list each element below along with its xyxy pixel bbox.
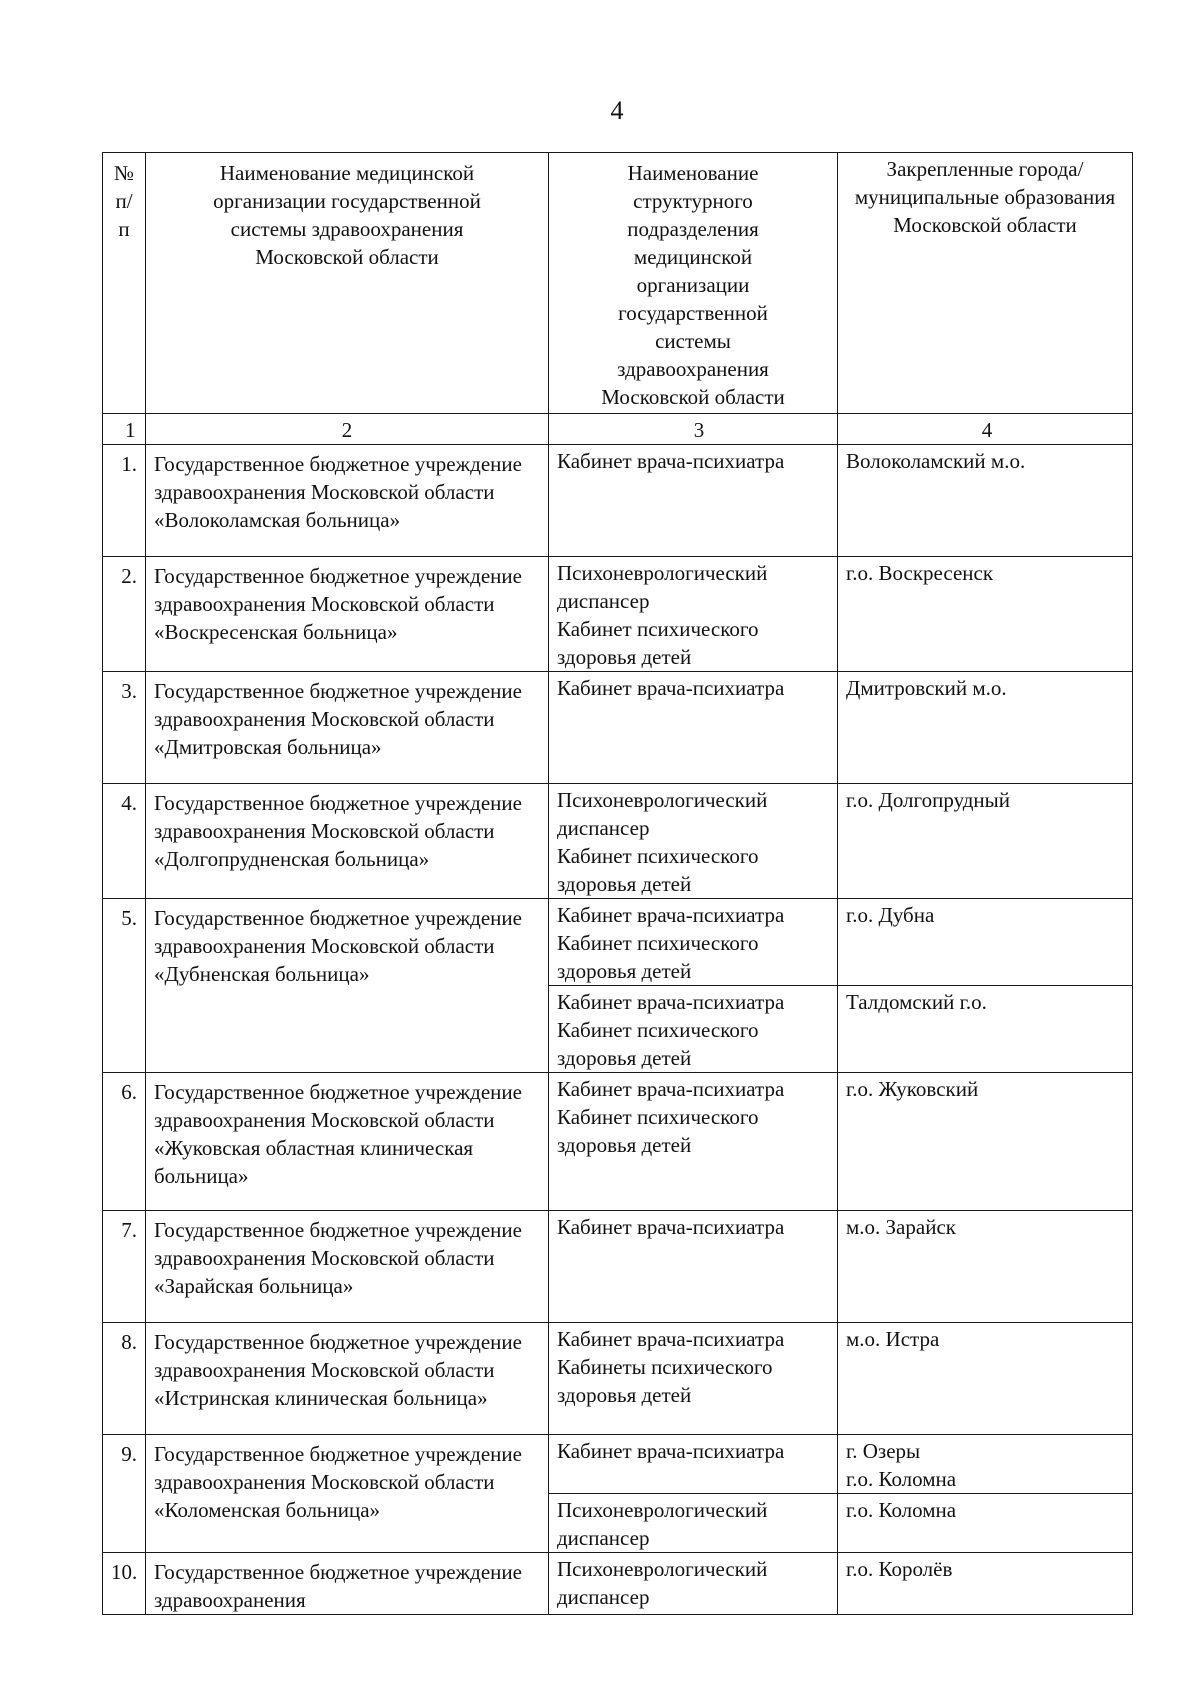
- assigned-area: Волоколамский м.о.: [838, 445, 1133, 557]
- row-number: 4.: [103, 784, 146, 899]
- assigned-area: г.о. Воскресенск: [838, 557, 1133, 672]
- column-number-row: [103, 414, 1133, 445]
- header-structural-unit: Наименование структурного подразделения медицинской организации государственной системы здравоохранения Московской области: [549, 153, 838, 414]
- organization-name: Государственное бюджетное учреждение здравоохранения Московской области «Долгопрудненская больница»: [146, 784, 549, 899]
- structural-unit: Кабинет врача-психиатра Кабинет психического здоровья детей: [549, 986, 838, 1073]
- structural-unit: Психоневрологический диспансер: [549, 1494, 838, 1553]
- row-number: 1.: [103, 445, 146, 557]
- row-number: 2.: [103, 557, 146, 672]
- table-row: [103, 1323, 1133, 1435]
- row-number: 3.: [103, 672, 146, 784]
- structural-unit: Психоневрологический диспансер: [549, 1553, 838, 1615]
- structural-unit: Кабинет врача-психиатра Кабинет психического здоровья детей: [549, 1073, 838, 1211]
- row-number: 5.: [103, 899, 146, 1073]
- organization-name: Государственное бюджетное учреждение здравоохранения Московской области «Жуковская областная клиническая больница»: [146, 1073, 549, 1211]
- header-num-symbol: №: [113, 161, 135, 185]
- table-row: [103, 445, 1133, 557]
- row-number: 6.: [103, 1073, 146, 1211]
- assigned-area: Талдомский г.о.: [838, 986, 1133, 1073]
- table-row: [103, 784, 1133, 899]
- structural-unit: Кабинет врача-психиатра: [549, 672, 838, 784]
- structural-unit: Кабинет врача-психиатра Кабинеты психического здоровья детей: [549, 1323, 838, 1435]
- assigned-area: м.о. Зарайск: [838, 1211, 1133, 1323]
- assigned-area: г.о. Дубна: [838, 899, 1133, 986]
- header-assigned-areas: Закрепленные города/муниципальные образования Московской области: [838, 153, 1133, 414]
- header-organization: Наименование медицинской организации государственной системы здравоохранения Московской области: [146, 153, 549, 414]
- structural-unit: Кабинет врача-психиатра: [549, 1435, 838, 1494]
- table-row: [103, 1073, 1133, 1211]
- table-row: [103, 899, 1133, 986]
- organization-name: Государственное бюджетное учреждение здравоохранения Московской области «Коломенская больница»: [146, 1435, 549, 1553]
- column-number: 4: [838, 414, 1133, 445]
- table-body: [103, 445, 1133, 1615]
- structural-unit: Кабинет врача-психиатра: [549, 445, 838, 557]
- row-number: 9.: [103, 1435, 146, 1553]
- assigned-area: Дмитровский м.о.: [838, 672, 1133, 784]
- structural-unit: Кабинет врача-психиатра: [549, 1211, 838, 1323]
- organization-name: Государственное бюджетное учреждение здравоохранения Московской области «Волоколамская больница»: [146, 445, 549, 557]
- row-number: 7.: [103, 1211, 146, 1323]
- assigned-area: г.о. Коломна: [838, 1494, 1133, 1553]
- table-row: [103, 1435, 1133, 1494]
- structural-unit: Психоневрологический диспансер Кабинет психического здоровья детей: [549, 784, 838, 899]
- column-number: 1: [103, 414, 146, 445]
- assigned-area: г. Озеры г.о. Коломна: [838, 1435, 1133, 1494]
- column-number: 3: [549, 414, 838, 445]
- organization-name: Государственное бюджетное учреждение здравоохранения: [146, 1553, 549, 1615]
- organization-name: Государственное бюджетное учреждение здравоохранения Московской области «Дмитровская больница»: [146, 672, 549, 784]
- assigned-area: м.о. Истра: [838, 1323, 1133, 1435]
- table-row: [103, 1553, 1133, 1615]
- structural-unit: Кабинет врача-психиатра Кабинет психического здоровья детей: [549, 899, 838, 986]
- header-num-abbr: п/п: [115, 189, 133, 241]
- institutions-table: [102, 152, 1133, 1615]
- page-number: 4: [610, 96, 624, 125]
- row-number: 8.: [103, 1323, 146, 1435]
- header-num: [103, 153, 146, 414]
- row-number: 10.: [103, 1553, 146, 1615]
- assigned-area: г.о. Жуковский: [838, 1073, 1133, 1211]
- assigned-area: г.о. Долгопрудный: [838, 784, 1133, 899]
- table-row: [103, 557, 1133, 672]
- header-row: [103, 153, 1133, 414]
- organization-name: Государственное бюджетное учреждение здравоохранения Московской области «Воскресенская больница»: [146, 557, 549, 672]
- table-row: [103, 1211, 1133, 1323]
- assigned-area: г.о. Королёв: [838, 1553, 1133, 1615]
- organization-name: Государственное бюджетное учреждение здравоохранения Московской области «Зарайская больница»: [146, 1211, 549, 1323]
- structural-unit: Психоневрологический диспансер Кабинет психического здоровья детей: [549, 557, 838, 672]
- column-number: 2: [146, 414, 549, 445]
- table-row: [103, 672, 1133, 784]
- organization-name: Государственное бюджетное учреждение здравоохранения Московской области «Дубненская больница»: [146, 899, 549, 1073]
- organization-name: Государственное бюджетное учреждение здравоохранения Московской области «Истринская клиническая больница»: [146, 1323, 549, 1435]
